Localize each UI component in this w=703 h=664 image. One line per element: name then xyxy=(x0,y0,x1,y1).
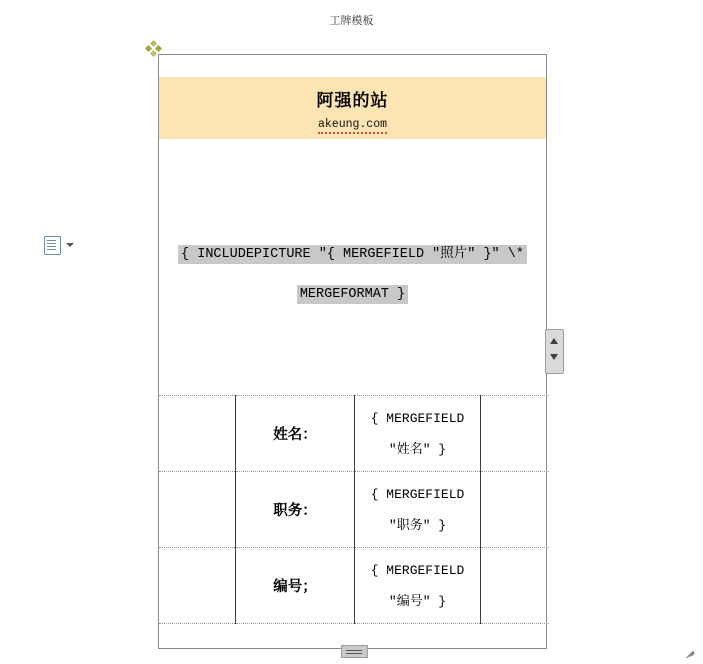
resize-grip[interactable] xyxy=(684,645,696,657)
row-value-cell[interactable] xyxy=(355,472,481,548)
row-value-line-1: { MERGEFIELD xyxy=(370,562,465,578)
header-band xyxy=(159,77,546,139)
paste-icon xyxy=(44,236,61,255)
row-right-pad-cell xyxy=(481,548,550,624)
header-title: 阿强的站 xyxy=(316,91,389,111)
row-value-line-2: "编号" } xyxy=(388,593,447,609)
row-right-pad-cell xyxy=(481,472,550,548)
row-label-cell[interactable]: 职务： xyxy=(236,472,355,548)
field-code-line-2-text: MERGEFORMAT } xyxy=(297,285,408,304)
chevron-down-icon xyxy=(66,243,74,247)
previous-page-icon[interactable] xyxy=(550,338,558,344)
row-right-pad-cell xyxy=(481,396,550,472)
table-row xyxy=(159,396,549,472)
row-value-line-1: { MERGEFIELD xyxy=(370,486,465,502)
paste-options-button[interactable] xyxy=(44,236,78,254)
field-code-line-1 xyxy=(167,235,538,275)
row-left-pad-cell xyxy=(159,548,236,624)
table-row xyxy=(159,472,549,548)
row-value-cell[interactable] xyxy=(355,548,481,624)
picture-field-code[interactable] xyxy=(167,235,538,315)
next-page-icon[interactable] xyxy=(550,354,558,360)
field-code-line-1-text: { INCLUDEPICTURE "{ MERGEFIELD "照片" }" \* xyxy=(178,245,527,264)
header-subtitle-text: akeung.com xyxy=(318,118,387,134)
row-left-pad-cell xyxy=(159,472,236,548)
row-label-cell[interactable]: 姓名： xyxy=(236,396,355,472)
row-value-line-1: { MERGEFIELD xyxy=(370,410,465,426)
document-page xyxy=(158,54,547,649)
row-value-line-2: "职务" } xyxy=(388,517,447,533)
row-label-cell[interactable]: 编号； xyxy=(236,548,355,624)
info-table xyxy=(159,395,549,624)
header-subtitle xyxy=(159,118,546,131)
row-value-cell[interactable] xyxy=(355,396,481,472)
row-left-pad-cell xyxy=(159,396,236,472)
page-break-icon xyxy=(346,650,362,651)
page-navigation-buttons[interactable] xyxy=(545,329,564,374)
document-caption: 工牌模板 xyxy=(329,14,374,27)
table-row xyxy=(159,548,549,624)
field-code-line-2 xyxy=(167,275,538,315)
page-break-control[interactable] xyxy=(341,645,368,658)
row-value-line-2: "姓名" } xyxy=(388,441,447,457)
